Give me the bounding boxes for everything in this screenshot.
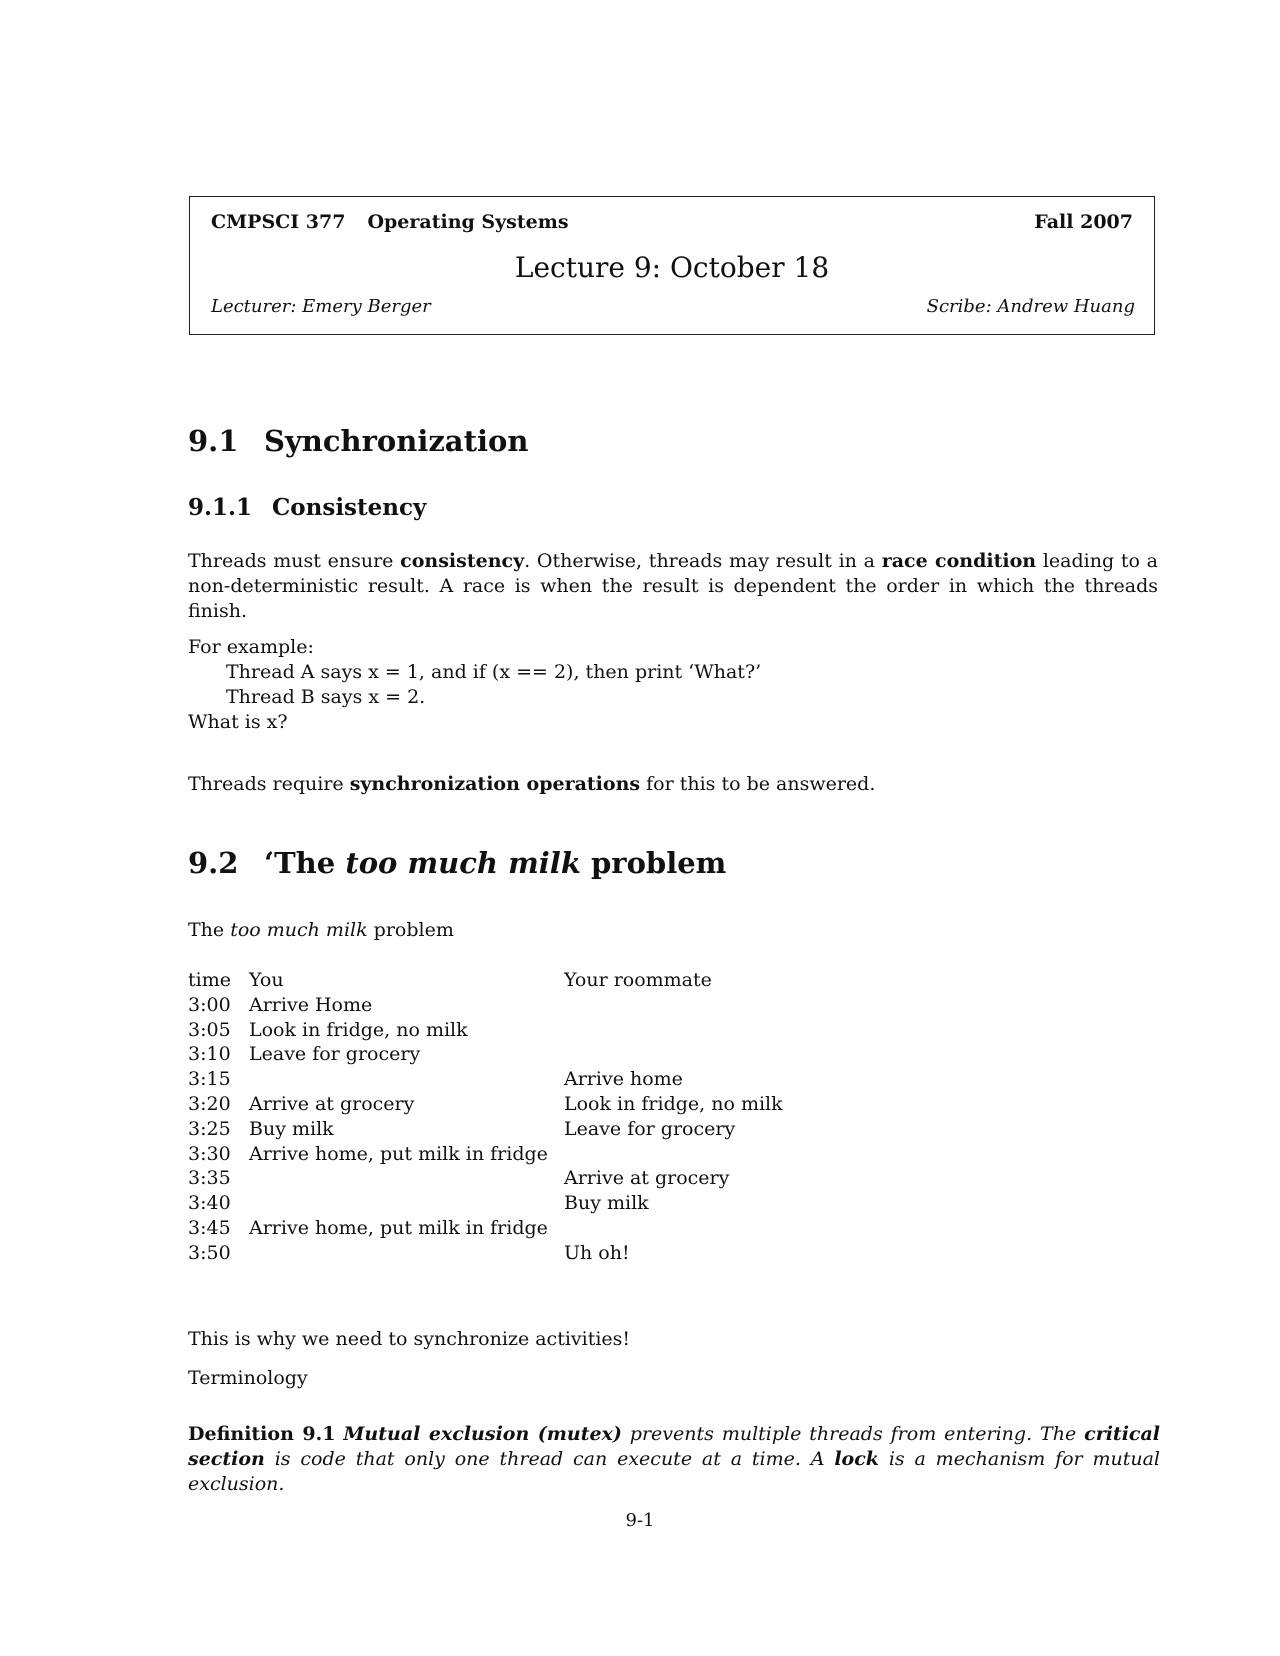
- cell-you: Buy milk: [249, 1117, 334, 1140]
- section-heading-synchronization: [188, 424, 528, 458]
- terminology-label: Terminology: [188, 1367, 308, 1389]
- definition-mutex: Definition 9.1 Mutual exclusion (mutex) prevents multiple threads from entering. The critical section is code that only one thread can execute at a time. A lock is a mechanism for mutual exclusion.: [188, 1423, 1161, 1495]
- term-race-condition: race condition: [881, 550, 1037, 572]
- header-roommate: Your roommate: [564, 969, 712, 991]
- section-title: Synchronization: [264, 424, 529, 458]
- example-thread-b: Thread B says x = 2.: [226, 686, 426, 708]
- cell-roommate: Uh oh!: [564, 1241, 630, 1264]
- cell-time: 3:10: [188, 1043, 231, 1066]
- cell-time: 3:25: [188, 1117, 231, 1140]
- course-line: [211, 211, 591, 233]
- cell-you: Arrive home, put milk in fridge: [249, 1216, 548, 1239]
- cell-roommate: Arrive at grocery: [564, 1167, 730, 1190]
- term-critical-section: critical section: [188, 1423, 1161, 1470]
- cell-you: Arrive at grocery: [249, 1092, 415, 1115]
- cell-roommate: Arrive home: [564, 1068, 683, 1091]
- sync-ops-paragraph: Threads require synchronization operations for this to be answered.: [188, 773, 876, 795]
- example-thread-a: Thread A says x = 1, and if (x == 2), then print ‘What?’: [226, 661, 762, 683]
- course-name: Operating Systems: [367, 211, 569, 233]
- milk-intro: The too much milk problem: [188, 919, 454, 941]
- cell-time: 3:20: [188, 1092, 231, 1115]
- scribe: Scribe: Andrew Huang: [926, 296, 1135, 317]
- lecture-title: Lecture 9: October 18: [514, 251, 830, 284]
- conclusion: This is why we need to synchronize activities!: [188, 1328, 631, 1350]
- section-heading-too-much-milk: 9.2 ‘The too much milk problem: [188, 846, 727, 880]
- term-lock: lock: [834, 1448, 879, 1470]
- example-question: What is x?: [188, 711, 288, 733]
- section-number: 9.1: [188, 424, 239, 458]
- cell-time: 3:00: [188, 993, 231, 1016]
- cell-time: 3:50: [188, 1241, 231, 1264]
- subsection-title: Consistency: [272, 494, 427, 521]
- cell-time: 3:45: [188, 1216, 231, 1239]
- cell-time: 3:40: [188, 1192, 231, 1215]
- cell-you: Arrive home, put milk in fridge: [249, 1142, 548, 1165]
- cell-roommate: Leave for grocery: [564, 1117, 736, 1140]
- cell-time: 3:35: [188, 1167, 231, 1190]
- page-number: 9-1: [625, 1510, 655, 1531]
- cell-time: 3:05: [188, 1018, 231, 1041]
- course-code: CMPSCI 377: [211, 211, 346, 233]
- example-intro: For example:: [188, 636, 314, 658]
- header-time: time: [188, 969, 231, 991]
- cell-time: 3:30: [188, 1142, 231, 1165]
- cell-you: Look in fridge, no milk: [249, 1018, 468, 1041]
- term-synchronization-operations: synchronization operations: [349, 773, 641, 795]
- cell-roommate: Look in fridge, no milk: [564, 1092, 783, 1115]
- definition-label: Definition 9.1: [188, 1423, 336, 1445]
- cell-time: 3:15: [188, 1068, 231, 1091]
- header-you: You: [249, 969, 284, 991]
- cell-you: Leave for grocery: [249, 1043, 421, 1066]
- consistency-paragraph: Threads must ensure consistency. Otherwise, threads may result in a race condition leading to a non-deterministic result. A race is when the result is dependent the order in which the threads finish.: [188, 550, 1159, 622]
- term: Fall 2007: [1034, 211, 1133, 233]
- subsection-number: 9.1.1: [188, 494, 253, 521]
- cell-you: Arrive Home: [249, 993, 373, 1016]
- lecture-header-box: [189, 196, 1155, 335]
- subsection-heading-consistency: [188, 494, 426, 521]
- lecturer: Lecturer: Emery Berger: [211, 296, 431, 317]
- cell-roommate: Buy milk: [564, 1192, 649, 1215]
- term-consistency: consistency: [400, 550, 525, 572]
- term-mutual-exclusion: Mutual exclusion (mutex): [343, 1423, 622, 1445]
- section-number: 9.2: [188, 846, 239, 880]
